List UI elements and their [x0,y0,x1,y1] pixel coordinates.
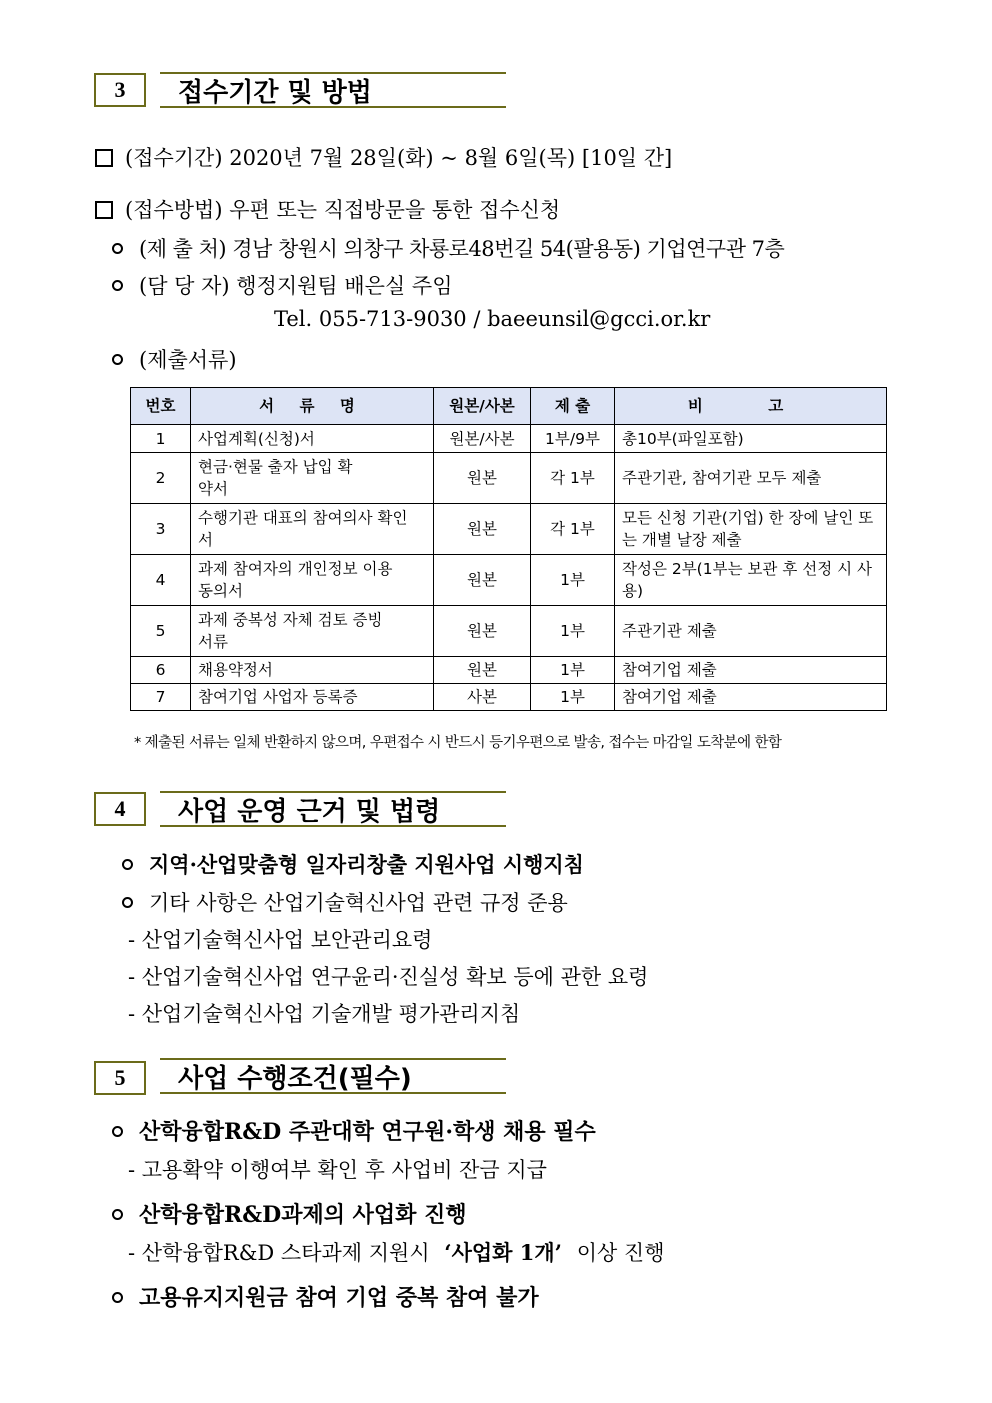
table-row [131,504,887,555]
period-text: 2020년 7월 28일(화) ~ 8월 6일(목) [10일 간] [229,146,673,170]
cell-remarks: 주관기관, 참여기관 모두 제출 [615,453,887,504]
method-text: 우편 또는 직접방문을 통한 접수신청 [229,198,561,222]
section-4-sub-3: - 산업기술혁신사업 기술개발 평가관리지침 [128,1002,521,1026]
cell-original-copy: 원본/사본 [434,425,531,453]
cell-original-copy: 원본 [434,606,531,657]
cell-submit: 1부 [531,606,615,657]
circle-bullet-icon [112,280,123,291]
cell-submit: 각 1부 [531,504,615,555]
checkbox-square-icon [95,149,113,167]
docs-label: (제출서류) [139,348,237,372]
cell-doc-name: 참여기업 사업자 등록증 [191,684,434,711]
cell-number: 2 [131,453,191,504]
header-submit: 제 출 [531,388,615,425]
section-5-number: 5 [94,1061,146,1095]
docs-label-line [112,344,237,374]
section-4-sub-2: - 산업기술혁신사업 연구윤리·진실성 확보 등에 관한 요령 [128,965,649,989]
header-number: 번호 [131,388,191,425]
documents-table [130,387,887,711]
sub-text-emphasis: ‘사업화 1개’ [444,1240,562,1265]
submit-to-line [112,233,784,263]
cell-original-copy: 원본 [434,555,531,606]
circle-bullet-icon [122,859,133,870]
cell-original-copy: 원본 [434,504,531,555]
section-3-number: 3 [94,73,146,107]
cell-doc-name: 사업계획(신청)서 [191,425,434,453]
contact-text: (담 당 자) 행정지원팀 배은실 주임 [139,274,453,298]
table-row [131,453,887,504]
sub-text-c: 이상 진행 [576,1241,665,1265]
table-row [131,555,887,606]
cell-submit: 1부 [531,555,615,606]
sub-text-a: - 산학융합R&D 스타과제 지원시 [128,1241,430,1265]
cell-original-copy: 원본 [434,657,531,684]
cell-submit: 1부/9부 [531,425,615,453]
method-line [95,194,560,224]
checkbox-square-icon [95,201,113,219]
cell-original-copy: 원본 [434,453,531,504]
cell-original-copy: 사본 [434,684,531,711]
docs-footnote: * 제출된 서류는 일체 반환하지 않으며, 우편접수 시 반드시 등기우편으로 발송, 접수는 마감일 도착분에 한함 [134,735,782,751]
method-label: (접수방법) [125,198,223,222]
cell-remarks: 참여기업 제출 [615,684,887,711]
circle-bullet-icon [112,1209,123,1220]
section-5-item-3 [112,1281,539,1312]
cell-remarks: 총10부(파일포함) [615,425,887,453]
cell-submit: 1부 [531,684,615,711]
submit-to-text: (제 출 처) 경남 창원시 의창구 차룡로48번길 54(팔용동) 기업연구관 7층 [139,237,785,261]
circle-bullet-icon [112,243,123,254]
cell-doc-name: 과제 중복성 자체 검토 증빙 서류 [191,606,434,657]
section-4-item-1 [122,849,584,879]
contact-line [112,270,452,300]
cell-number: 3 [131,504,191,555]
section-4-number: 4 [94,792,146,826]
period-line [95,142,672,172]
circle-bullet-icon [112,1292,123,1303]
item-text: 산학융합R&D과제의 사업화 진행 [139,1202,467,1228]
circle-bullet-icon [122,897,133,908]
section-4-sub-1: - 산업기술혁신사업 보안관리요령 [128,928,433,952]
cell-number: 5 [131,606,191,657]
section-5-item-1 [112,1115,596,1146]
cell-remarks: 작성은 2부(1부는 보관 후 선정 시 사용) [615,555,887,606]
cell-submit: 각 1부 [531,453,615,504]
table-row [131,606,887,657]
contact-detail: Tel. 055-713-9030 / baeeunsil@gcci.or.kr [274,307,711,331]
circle-bullet-icon [112,1126,123,1137]
cell-remarks: 주관기관 제출 [615,606,887,657]
cell-submit: 1부 [531,657,615,684]
section-5-item-2-sub [128,1237,665,1267]
item-text: 기타 사항은 산업기술혁신사업 관련 규정 준용 [149,891,568,915]
item-text: 산학융합R&D 주관대학 연구원·학생 채용 필수 [139,1119,596,1145]
cell-doc-name: 수행기관 대표의 참여의사 확인서 [191,504,434,555]
cell-doc-name: 채용약정서 [191,657,434,684]
table-row [131,425,887,453]
table-row [131,657,887,684]
header-doc-name: 서 류 명 [191,388,434,425]
section-4-title: 사업 운영 근거 및 법령 [160,791,506,827]
section-5-item-2 [112,1198,467,1229]
section-3-title: 접수기간 및 방법 [160,72,506,108]
cell-doc-name: 과제 참여자의 개인정보 이용 동의서 [191,555,434,606]
cell-number: 7 [131,684,191,711]
item-text: 고용유지지원금 참여 기업 중복 참여 불가 [139,1285,539,1311]
section-4-item-2 [122,887,568,917]
cell-remarks: 모든 신청 기관(기업) 한 장에 날인 또는 개별 날장 제출 [615,504,887,555]
cell-number: 1 [131,425,191,453]
header-original-copy: 원본/사본 [434,388,531,425]
section-5-title: 사업 수행조건(필수) [160,1058,506,1094]
item-text: 지역·산업맞춤형 일자리창출 지원사업 시행지침 [149,852,584,877]
table-row [131,684,887,711]
circle-bullet-icon [112,354,123,365]
cell-doc-name: 현금·현물 출자 납입 확약서 [191,453,434,504]
table-header-row [131,388,887,425]
period-label: (접수기간) [125,146,223,170]
section-5-item-1-sub: - 고용확약 이행여부 확인 후 사업비 잔금 지급 [128,1158,547,1182]
header-remarks: 비 고 [615,388,887,425]
cell-number: 6 [131,657,191,684]
cell-remarks: 참여기업 제출 [615,657,887,684]
cell-number: 4 [131,555,191,606]
